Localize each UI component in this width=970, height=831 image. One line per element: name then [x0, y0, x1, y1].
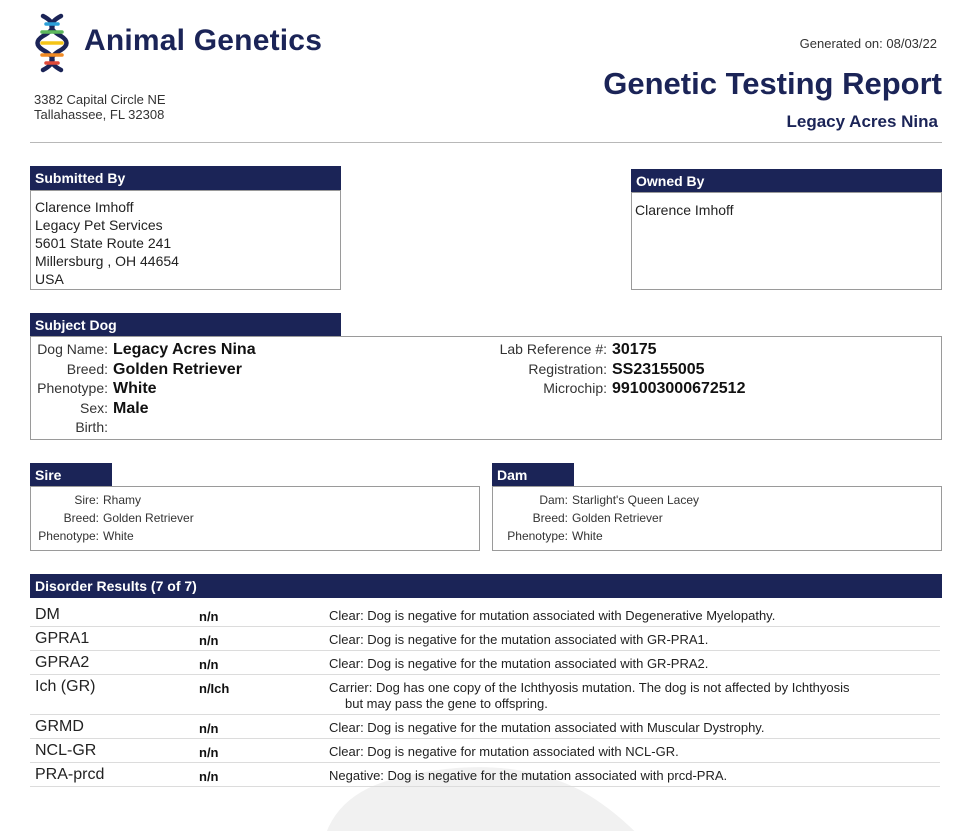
disorder-row [30, 739, 940, 763]
disorder-code: GPRA1 [35, 630, 90, 647]
disorder-results-heading: Disorder Results (7 of 7) [30, 574, 942, 598]
field-value: Golden Retriever [113, 360, 242, 378]
field-value: Golden Retriever [103, 511, 194, 525]
lab-address [34, 92, 166, 122]
field-value: SS23155005 [612, 360, 705, 378]
disorder-row [30, 763, 940, 787]
disorder-code: Ich (GR) [35, 678, 96, 695]
field-value: White [572, 529, 603, 543]
owned-by-lines [635, 201, 734, 219]
disorder-description: Clear: Dog is negative for mutation associated with Degenerative Myelopathy. [329, 608, 776, 623]
disorder-genotype: n/n [199, 721, 219, 736]
disorder-description: Negative: Dog is negative for the mutation associated with prcd-PRA. [329, 768, 728, 783]
disorder-description-line: Carrier: Dog has one copy of the Ichthyosis mutation. The dog is not affected by Ichthyosis [329, 680, 850, 695]
report-title: Genetic Testing Report [603, 66, 942, 101]
report-dog-name: Legacy Acres Nina [786, 112, 938, 131]
sire-heading: Sire [30, 463, 112, 487]
disorder-description [329, 680, 919, 712]
subject-field-row [480, 340, 745, 360]
sire-field-row [35, 491, 194, 509]
disorder-row [30, 715, 940, 739]
field-value: Male [113, 399, 149, 417]
field-value: Rhamy [103, 493, 142, 507]
field-label: Breed: [63, 511, 99, 525]
field-label: Birth: [75, 419, 108, 435]
disorder-genotype: n/n [199, 609, 219, 624]
disorder-row [30, 603, 940, 627]
subject-field-row [480, 360, 745, 380]
submitted-line: Legacy Pet Services [35, 217, 163, 233]
dam-field-row [504, 509, 699, 527]
disorder-code: GPRA2 [35, 654, 90, 671]
disorder-code: NCL-GR [35, 742, 97, 759]
submitted-by-heading: Submitted By [30, 166, 341, 190]
subject-field-row [35, 418, 256, 438]
dam-field-row [504, 491, 699, 509]
subject-dog-heading: Subject Dog [30, 313, 341, 337]
disorder-genotype: n/n [199, 769, 219, 784]
disorder-genotype: n/n [199, 633, 219, 648]
header-divider [30, 142, 942, 143]
disorder-code: DM [35, 606, 60, 623]
disorder-code: GRMD [35, 718, 84, 735]
submitted-line: Clarence Imhoff [35, 199, 134, 215]
sire-field-row [35, 509, 194, 527]
dna-helix-icon [34, 12, 70, 74]
disorder-results-table [30, 603, 940, 787]
subject-right-fields [480, 340, 745, 399]
field-value: White [103, 529, 134, 543]
field-label: Breed: [532, 511, 568, 525]
field-value: Starlight's Queen Lacey [572, 493, 700, 507]
dam-field-row [504, 527, 699, 545]
owned-by-heading: Owned By [631, 169, 942, 193]
field-value: Legacy Acres Nina [113, 341, 256, 358]
disorder-row [30, 675, 940, 715]
field-value: 991003000672512 [612, 380, 746, 397]
brand-name: Animal Genetics [84, 24, 323, 57]
disorder-description: Clear: Dog is negative for the mutation associated with GR-PRA2. [329, 656, 709, 671]
disorder-code: PRA-prcd [35, 766, 105, 783]
subject-field-row [35, 379, 256, 399]
address-line1: 3382 Capital Circle NE [34, 92, 166, 107]
sire-fields [35, 491, 194, 545]
disorder-row [30, 651, 940, 675]
field-label: Breed: [66, 360, 108, 377]
disorder-row [30, 627, 940, 651]
field-label: Dog Name: [37, 341, 108, 357]
field-label: Phenotype: [507, 529, 568, 543]
disorder-description-continued: but may pass the gene to offspring. [345, 696, 548, 711]
subject-left-fields [35, 340, 256, 438]
subject-field-row [35, 340, 256, 360]
submitted-by-lines [35, 198, 179, 288]
field-label: Registration: [528, 360, 607, 377]
disorder-genotype: n/Ich [199, 681, 230, 696]
field-label: Phenotype: [37, 380, 108, 396]
disorder-genotype: n/n [199, 745, 219, 760]
field-value [108, 418, 113, 438]
submitted-line: 5601 State Route 241 [35, 235, 172, 251]
dam-fields [504, 491, 699, 545]
submitted-line: USA [35, 271, 64, 287]
owned-line: Clarence Imhoff [635, 202, 734, 218]
subject-field-row [35, 399, 256, 419]
field-label: Sex: [79, 399, 108, 416]
address-line2: Tallahassee, FL 32308 [34, 107, 165, 122]
disorder-description: Clear: Dog is negative for the mutation associated with Muscular Dystrophy. [329, 720, 765, 735]
subject-field-row [35, 360, 256, 380]
field-value: White [113, 380, 157, 397]
submitted-line: Millersburg , OH 44654 [35, 253, 179, 269]
field-value: 30175 [612, 341, 657, 358]
field-label: Dam: [539, 493, 568, 507]
disorder-genotype: n/n [199, 657, 219, 672]
field-label: Phenotype: [38, 529, 99, 543]
disorder-description: Clear: Dog is negative for mutation associated with NCL-GR. [329, 744, 679, 759]
sire-field-row [35, 527, 194, 545]
field-label: Sire: [74, 493, 99, 507]
disorder-description: Clear: Dog is negative for the mutation associated with GR-PRA1. [329, 632, 709, 647]
generated-date: Generated on: 08/03/22 [799, 36, 937, 51]
subject-field-row [480, 379, 745, 399]
field-label: Microchip: [543, 380, 607, 396]
field-value: Golden Retriever [572, 511, 663, 525]
dam-heading: Dam [492, 463, 574, 487]
field-label: Lab Reference #: [499, 341, 607, 357]
